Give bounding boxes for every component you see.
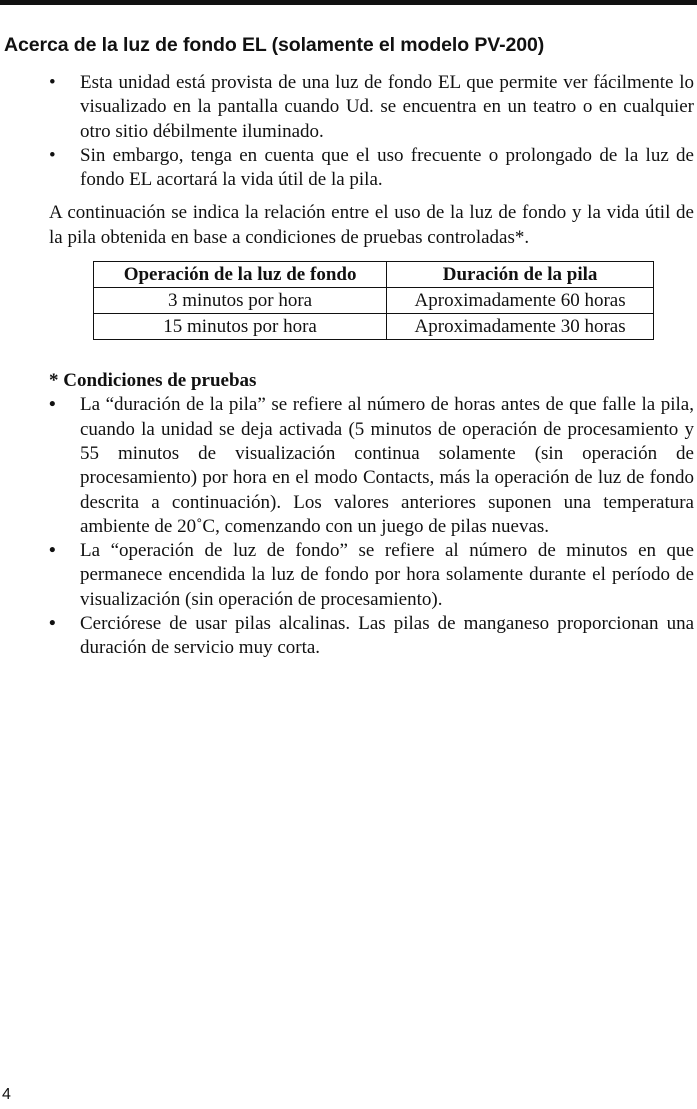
page-heading: Acerca de la luz de fondo EL (solamente el modelo PV-200) [4, 34, 545, 56]
table-row [94, 288, 654, 314]
bullet-icon: • [49, 72, 56, 93]
battery-life-table [93, 261, 654, 340]
intro-bullet-item [49, 144, 694, 193]
table-row [94, 314, 654, 340]
intro-bullet-text: Esta unidad está provista de una luz de fondo EL que permite ver fácilmente lo visualizado en la pantalla cuando Ud. se encuentra en un teatro o en cualquier otro sitio débilmente iluminado. [80, 72, 694, 142]
table-cell: Aproximadamente 30 horas [387, 314, 654, 340]
bullet-icon: • [49, 540, 56, 562]
conditions-title: * Condiciones de pruebas [49, 370, 257, 392]
bullet-icon: • [49, 613, 56, 635]
conditions-bullet-item [49, 612, 694, 661]
bullet-icon: • [49, 144, 56, 166]
table-header-cell: Duración de la pila [387, 262, 654, 288]
conditions-bullet-item [49, 393, 694, 539]
table-cell: 15 minutos por hora [94, 314, 387, 340]
table-header-cell: Operación de la luz de fondo [94, 262, 387, 288]
conditions-bullet-text: La “operación de luz de fondo” se refiere al número de minutos en que permanece encendida la luz de fondo por hora solamente durante el período de visualización (sin operación de procesamiento). [80, 540, 694, 610]
intro-bullet-item [49, 71, 694, 144]
bullet-icon: • [49, 394, 56, 416]
conditions-bullet-text: La “duración de la pila” se refiere al número de horas antes de que falle la pila, cuando la unidad se deja activada (5 minutos de operación de procesamiento y 55 minutos de visualización continua solamente (sin operación de procesamiento) por hora en el modo Contacts, más la operación de luz de fondo descrita a continuación). Los valores anteriores suponen una temperatura ambiente de 20˚C, comenzando con un juego de pilas nuevas. [80, 394, 694, 537]
page-number: 4 [2, 1086, 11, 1103]
table-cell: Aproximadamente 60 horas [387, 288, 654, 314]
page-content [49, 71, 694, 661]
intro-paragraph: A continuación se indica la relación entre el uso de la luz de fondo y la vida útil de la pila obtenida en base a condiciones de pruebas controladas*. [49, 202, 694, 248]
conditions-bullet-item [49, 539, 694, 612]
table-cell: 3 minutos por hora [94, 288, 387, 314]
conditions-bullet-list [49, 393, 694, 660]
intro-bullet-text: Sin embargo, tenga en cuenta que el uso frecuente o prolongado de la luz de fondo EL acortará la vida útil de la pila. [80, 144, 694, 191]
top-rule [0, 0, 697, 5]
intro-bullet-list [49, 71, 694, 192]
table-header-row [94, 262, 654, 288]
conditions-bullet-text: Cerciórese de usar pilas alcalinas. Las pilas de manganeso proporcionan una duración de servicio muy corta. [80, 613, 694, 659]
